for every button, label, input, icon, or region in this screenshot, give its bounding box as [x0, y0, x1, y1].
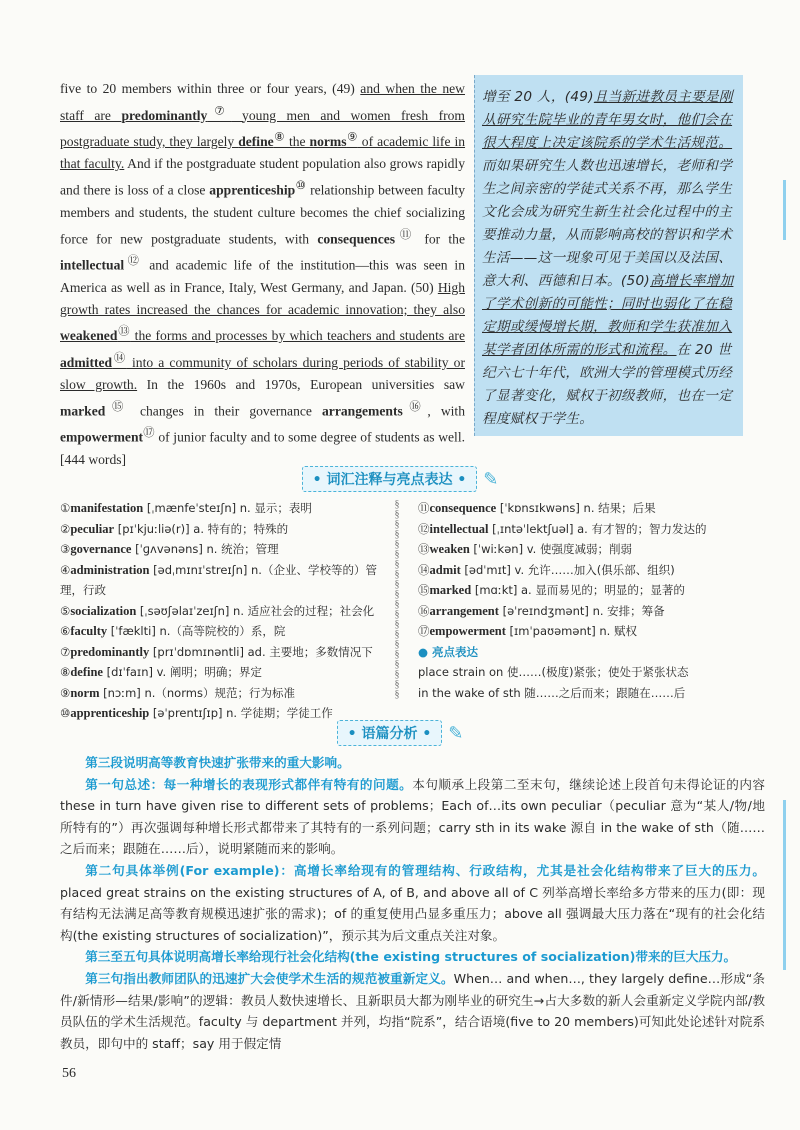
vocab-item: ⑤socialization [ˌsəʊʃəlaɪˈzeɪʃn] n. 适应社会的过程；社会化 — [60, 603, 375, 618]
column-divider: § § § § § § § § § § § § § § § § § § § § — [394, 500, 400, 700]
highlights-heading: ● 亮点表达 — [418, 644, 479, 659]
vocab-item: ⑮marked [mɑːkt] a. 显而易见的；明显的；显著的 — [418, 583, 685, 597]
page-number: 56 — [62, 1066, 76, 1081]
quill-icon: ✎ — [483, 468, 499, 489]
page-edge-mark — [783, 800, 786, 970]
vocab-item: ⑰empowerment [ɪmˈpaʊəmənt] n. 赋权 — [418, 624, 637, 638]
vocab-item: ⑨norm [nɔːm] n.（norms）规范；行为标准 — [60, 685, 295, 700]
section-title: • 语篇分析 • — [337, 720, 443, 746]
discourse-analysis: 第三段说明高等教育快速扩张带来的重大影响。 第一句总述：每一种增长的表现形式都伴有特有的问题。本句顺承上段第二至末句，继续论述上段首句未得论证的内容 these in turn have given rise to different sets of problems；Each of…its own peculiar（peculiar 意为“某人/物/地所特有的”）再次强调每种增长形式都带来了其特有的一系列问题；carry sth in its wake 源自 in the wake of sth（随……之后而来；跟随在……后），说明紧随而来的影响。 第二句具体举例(For example)：高增长率给现有的管理结构、行政结构，尤其是社会化结构带来了巨大的压力。placed great strains on the existing structures of A, of B, and above all of C 列举高增长率给多方带来的压力(即：现有结构无法满足高等教育规模迅速扩张的需求)；of 的重复使用凸显多重压力；above all 强调最大压力落在“现有的社会化结构(the existing structures of socialization)”，预示其为后文重点关注对象。 第三至五句具体说明高增长率给现行社会化结构(the existing structures of socialization)带来的巨大压力。 第三句指出教师团队的迅速扩大会使学术生活的规范被重新定义。When… and when…, they largely define…形成“条件/新情形—结果/影响”的逻辑：教员人数快速增长、且新职员大都为刚毕业的研究生→占大多数的新人会重新定义学院内部/教员队伍的学术生活规范。faculty 与 department 并列，均指“院系”，结合语境(five to 20 members)可知此处论述针对院系教员，即句中的 staff；say 用于假定情 — [60, 755, 766, 1051]
vocab-item: ⑦predominantly [prɪˈdɒmɪnəntli] ad. 主要地；多数情况下 — [60, 644, 373, 659]
vocab-item: ①manifestation [ˌmænfeˈsteɪʃn] n. 显示；表明 — [60, 501, 312, 515]
english-passage: five to 20 members within three or four years, (49) and when the new staff are predominantly⑦ young men and women fresh from postgraduate study, they largely define⑧ the norms⑨ of academic life in that faculty. And if the postgraduate student population also grows rapidly and there is loss of a close apprenticeship⑩ relationship between faculty members and students, the student culture becomes the chief socializing force for new postgraduate students, with consequences⑪ for the intellectual⑫ and academic life of the institution—this was seen in America as well as in France, Italy, West Germany, and Japan. (50) High growth rates increased the chances for academic innovation; they also weakened⑬ the forms and processes by which teachers and students are admitted⑭ into a community of scholars during periods of stability or slow growth. In the 1960s and 1970s, European universities saw marked⑮ changes in their governance arrangements⑯, with empowerment⑰ of junior faculty and to some degree of students as well. [444 words] — [60, 81, 466, 467]
keyword: arrangements — [322, 403, 403, 419]
keyword: admitted — [60, 354, 113, 370]
vocab-item: ⑥faculty [ˈfæklti] n.（高等院校的）系，院 — [60, 624, 286, 638]
vocab-section-banner — [0, 466, 800, 492]
keyword: norms — [309, 134, 347, 150]
bullet-icon: ● — [418, 644, 433, 659]
page-edge-mark — [783, 180, 786, 240]
chinese-translation: 增至 20 人，(49)且当新进教员主要是刚从研究生院毕业的青年男女时，他们会在很大程度上决定该院系的学术生活规范。而如果研究生人数也迅速增长，老师和学生之间亲密的学徒式关系不再，那么学生文化会成为研究生新生社会化过程中的主要推动力量，从而影响高校的智识和学术生活——这一现象可见于美国以及法国、意大利、西德和日本。(50)高增长率增加了学术创新的可能性；同时也弱化了在稳定期或缓慢增长期，教师和学生获准加入某学者团体所需的形式和流程。在 20 世纪六七十年代，欧洲大学的管理模式历经了显著变化，赋权于初级教师，也在一定程度赋权于学生。 — [482, 89, 734, 427]
keyword: marked — [60, 403, 106, 419]
text-run: five to 20 members within three or four years, (49) — [60, 81, 361, 96]
vocab-item: ④administration [ədˌmɪnɪˈstreɪʃn] n.（企业、学校等的）管理，行政 — [60, 562, 377, 597]
vocab-item: ③governance [ˈɡʌvənəns] n. 统治；管理 — [60, 542, 279, 556]
vocab-list-right — [418, 498, 768, 703]
vocab-item: ⑫intellectual [ˌɪntəˈlektʃuəl] a. 有才智的；智力发达的 — [418, 521, 707, 536]
vocab-item: ⑧define [dɪˈfaɪn] v. 阐明；明确；界定 — [60, 665, 262, 679]
vocab-item: ⑪consequence [ˈkɒnsɪkwəns] n. 结果；后果 — [418, 501, 656, 515]
keyword: intellectual — [60, 257, 125, 273]
vocab-list-left — [60, 498, 390, 724]
vocab-item: ②peculiar [pɪˈkjuːliə(r)] a. 特有的；特殊的 — [60, 521, 289, 536]
analysis-section-banner — [0, 720, 800, 746]
keyword: consequences — [317, 231, 396, 247]
section-title: • 词汇注释与亮点表达 • — [302, 466, 478, 492]
vocab-item: ⑬weaken [ˈwiːkən] v. 使强度减弱；削弱 — [418, 542, 632, 556]
underlined-translation-49: 且当新进教员主要是刚从研究生院毕业的青年男女时，他们会在很大程度上决定该院系的学术生活规范。 — [482, 89, 733, 151]
quill-icon: ✎ — [448, 722, 464, 743]
keyword: empowerment — [60, 429, 144, 445]
highlight-item: place strain on 使……(极度)紧张；使处于紧张状态 — [418, 665, 689, 679]
keyword: predominantly — [121, 107, 208, 123]
keyword: define — [238, 134, 274, 150]
underlined-sentence-50: High growth rates increased the chances for academic innovation; they also weakened⑬ the forms and processes by which teachers and students are admitted⑭ into a community of scholars during periods of stability or slow growth. — [60, 279, 465, 392]
vocab-item: ⑯arrangement [əˈreɪndʒmənt] n. 安排；筹备 — [418, 603, 665, 618]
keyword: weakened — [60, 328, 118, 344]
vocab-item: ⑭admit [ədˈmɪt] v. 允许……加入(俱乐部、组织) — [418, 562, 675, 577]
keyword: apprenticeship — [209, 182, 296, 198]
vocab-item: ⑩apprenticeship [əˈprentɪʃɪp] n. 学徒期；学徒工作 — [60, 706, 333, 720]
underlined-sentence-49: and when the new staff are predominantly⑦ young men and women fresh from postgraduate study, they largely define⑧ the norms⑨ of academic life in that faculty. — [60, 81, 466, 172]
underlined-translation-50: 高增长率增加了学术创新的可能性；同时也弱化了在稳定期或缓慢增长期，教师和学生获准加入某学者团体所需的形式和流程。 — [482, 273, 734, 358]
highlight-item: in the wake of sth 随……之后而来；跟随在……后 — [418, 685, 686, 700]
